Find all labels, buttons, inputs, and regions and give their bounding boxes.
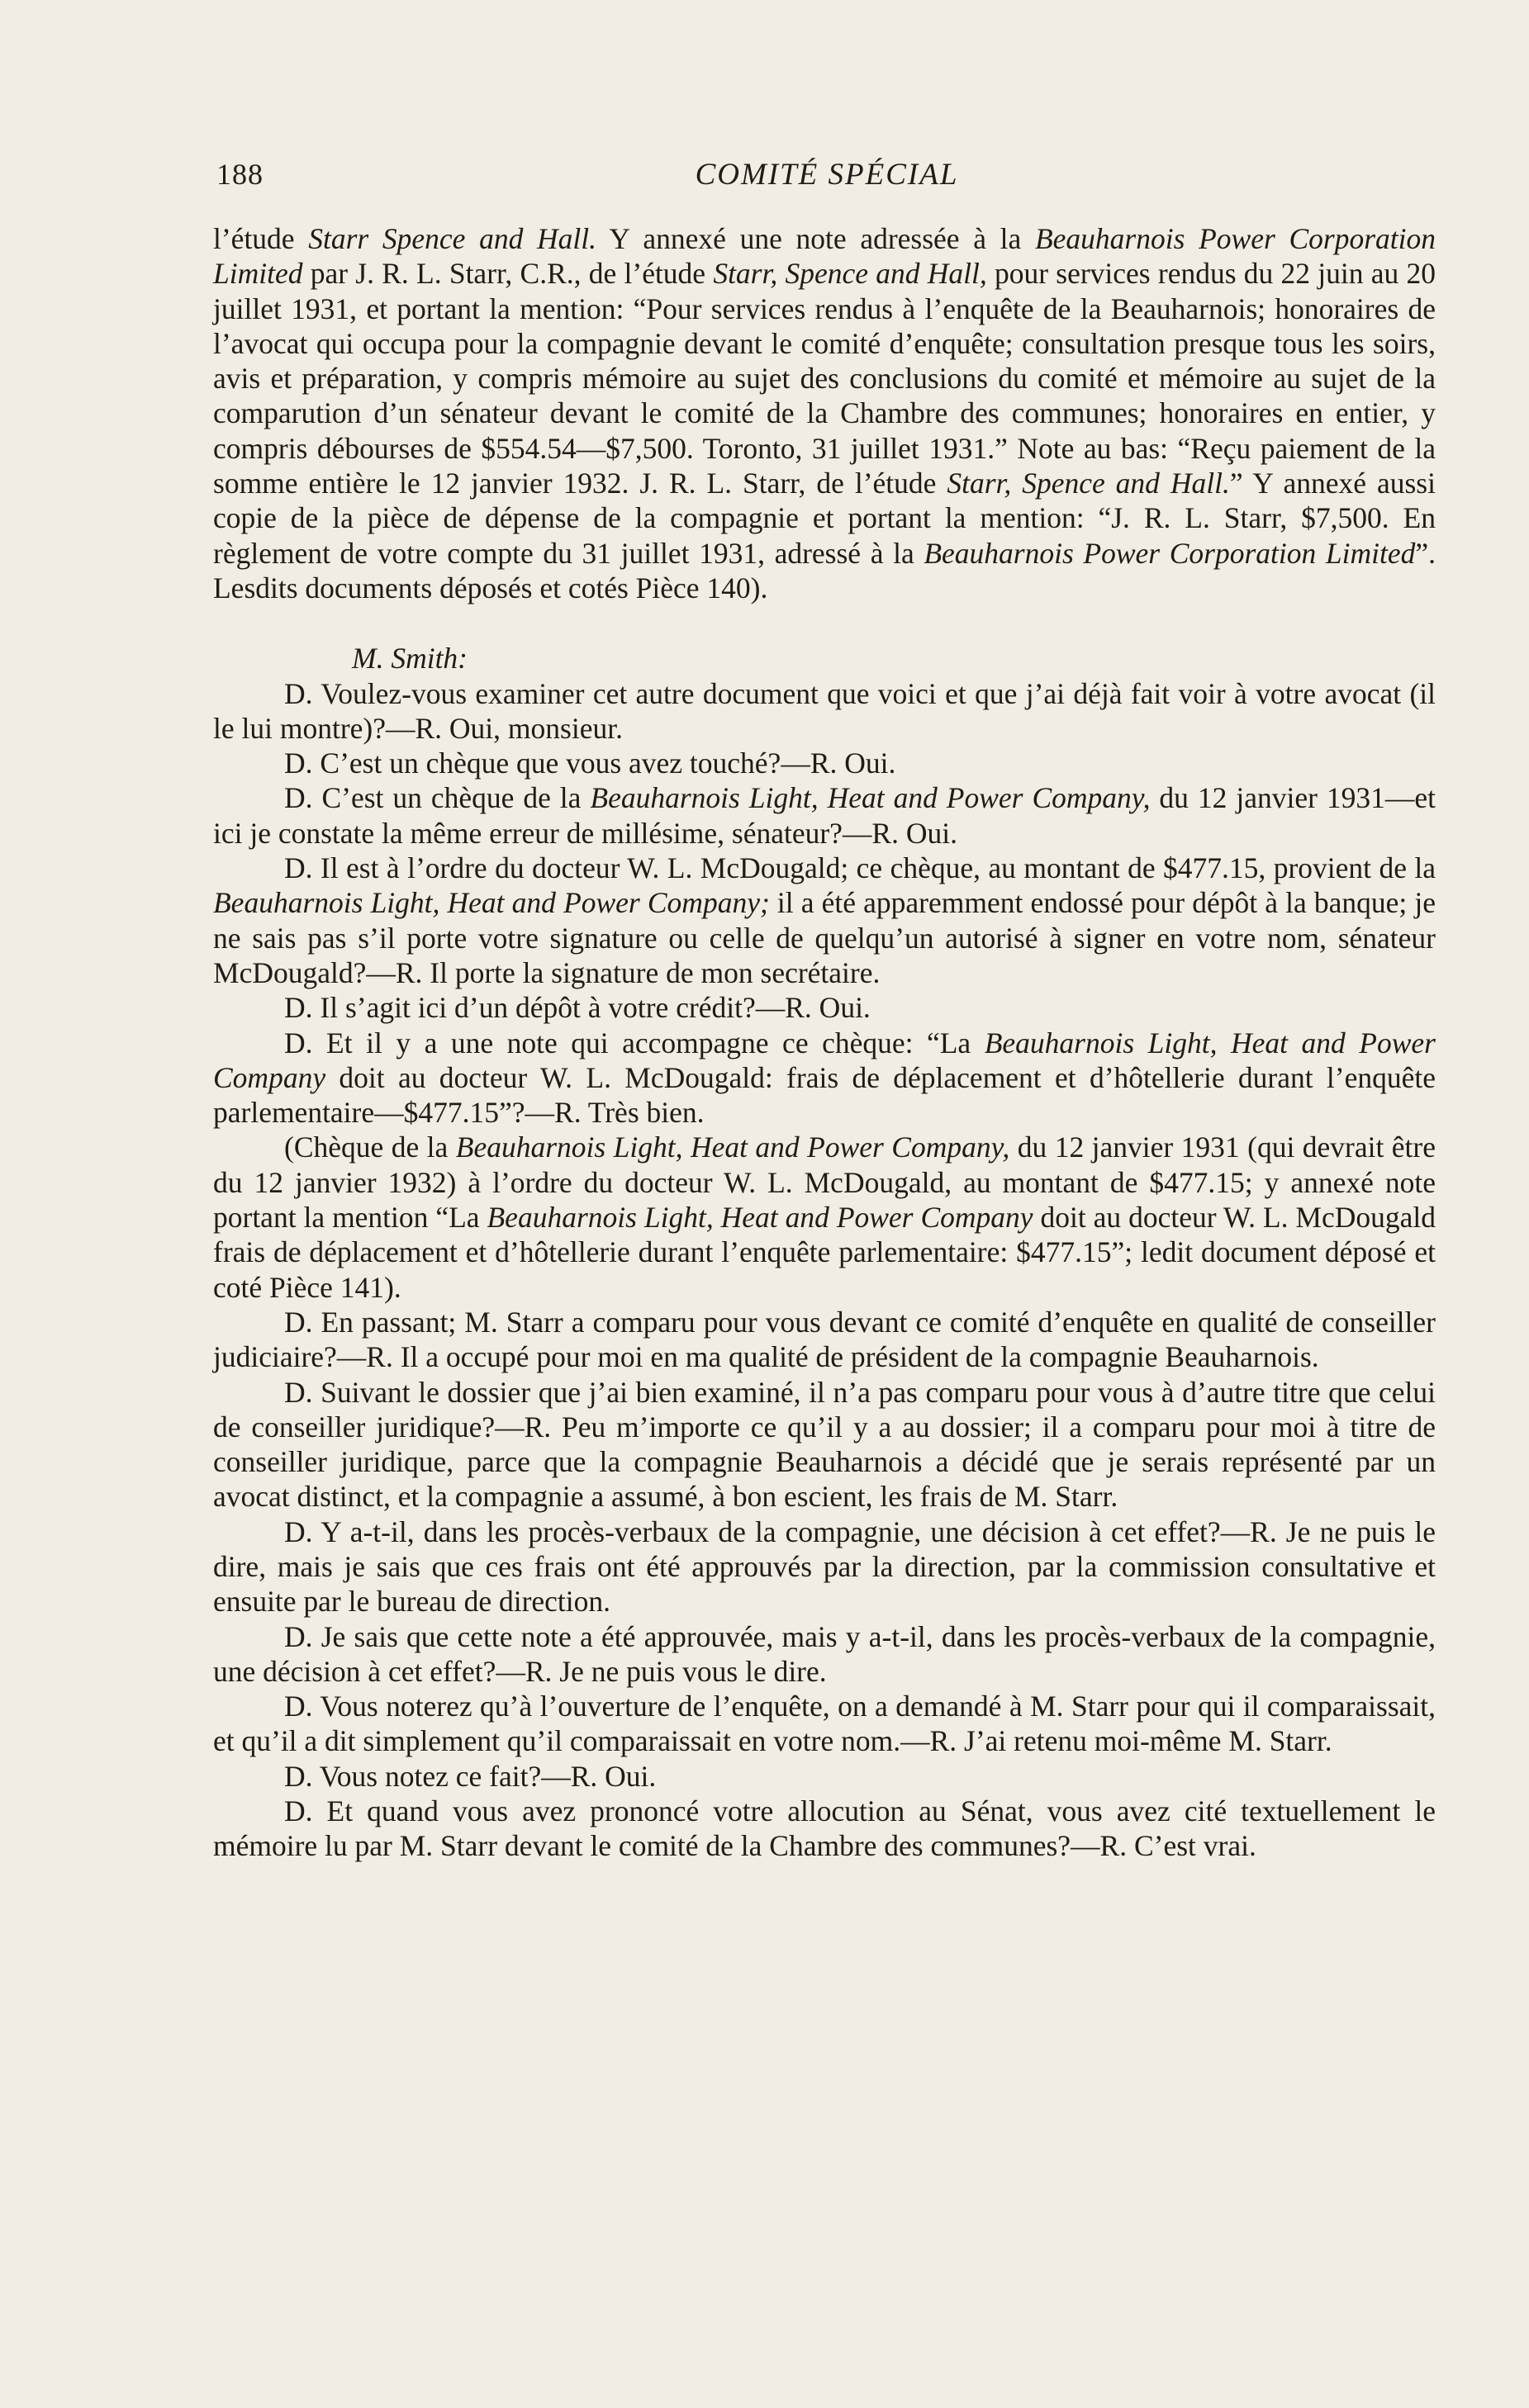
paragraph [213,1689,1436,1759]
text-segment: doit au docteur W. L. McDougald frais de déplacement et d’hôtellerie durant l’enquête parlementaire: $477.15”; ledit document déposé et coté Pièce 141). [213,1201,1436,1304]
paragraph [213,990,1436,1025]
paragraph [213,780,1436,851]
italic-text: Beauharnois Light, Heat and Power Company, [590,781,1151,815]
text-segment: D. Je sais que cette note a été approuvée, mais y a-t-il, dans les procès-verbaux de la compagnie, une décision à cet effet?—R. Je ne puis vous le dire. [213,1619,1436,1688]
text-segment: ”. Lesdits documents déposés et cotés Pièce 140). [213,536,1436,604]
text-segment: D. Suivant le dossier que j’ai bien examiné, il n’a pas comparu pour vous à d’autre titre que celui de conseiller juridique?—R. Peu m’importe ce qu’il y a au dossier; il a comparu pour moi à titre de conseiller juridique, parce que la compagnie Beauharnois a décidé que je serais représenté par un avocat distinct, et la compagnie a assumé, à bon escient, les frais de M. Starr. [213,1375,1436,1514]
paragraph [213,1130,1436,1304]
text-segment: D. Et il y a une note qui accompagne ce chèque: “La [284,1026,985,1059]
paragraph [213,1759,1436,1794]
page-number: 188 [216,158,264,191]
text-segment: il a été apparemment endossé pour dépôt à la banque; je ne sais pas s’il porte votre signature ou celle de quelqu’un autorisé à signer en votre nom, sénateur McDougald?—R. Il porte la signature de mon secrétaire. [213,886,1436,989]
text-segment: D. Vous notez ce fait?—R. Oui. [284,1759,657,1793]
paragraph [213,746,1436,780]
speaker-label [213,641,1436,675]
text-segment: D. C’est un chèque que vous avez touché?—R. Oui. [284,747,896,780]
paragraph [213,1619,1436,1690]
paragraph [213,221,1436,605]
text-segment: pour services rendus du 22 juin au 20 juillet 1931, et portant la mention: “Pour services rendus à l’enquête de la Beauharnois; honoraires de l’avocat qui occupa pour la compagnie devant le comité d’enquête; consultation presque tous les soirs, avis et préparation, y compris mémoire au sujet des conclusions du comité et mémoire au sujet de la comparution d’un sénateur devant le comité de la Chambre des communes; honoraires en entier, y compris débourses de $554.54—$7,500. Toronto, 31 juillet 1931.” Note au bas: “Reçu paiement de la somme entière le 12 janvier 1932. J. R. L. Starr, de l’étude [213,257,1436,500]
italic-text: Starr, Spence and Hall, [713,257,987,291]
italic-text: Beauharnois Light, Heat and Power Company; [213,886,770,920]
text-segment: (Chèque de la [284,1131,456,1164]
text-segment: D. Il est à l’ordre du docteur W. L. McDougald; ce chèque, au montant de $477.15, provient de la [284,851,1436,885]
italic-text: Beauharnois Light, Heat and Power Company [487,1201,1033,1235]
italic-text: Beauharnois Power Corporation Limited [213,222,1436,291]
text-segment: D. Et quand vous avez prononcé votre allocution au Sénat, vous avez cité textuellement le mémoire lu par M. Starr devant le comité de la Chambre des communes?—R. C’est vrai. [213,1794,1436,1863]
text-segment: ” Y annexé aussi copie de la pièce de dépense de la compagnie et portant la mention: “J. R. L. Starr, $7,500. En règlement de votre compte du 31 juillet 1931, adressé à la [213,467,1436,570]
text-segment: l’étude [213,222,309,255]
paragraph [213,851,1436,990]
paragraph [213,1375,1436,1514]
page-header [216,157,1437,198]
paragraph [213,676,1436,747]
text-segment: par J. R. L. Starr, C.R., de l’étude [302,257,714,291]
text-segment: D. Vous noterez qu’à l’ouverture de l’enquête, on a demandé à M. Starr pour qui il comparaissait, et qu’il a dit simplement qu’il comparaissait en votre nom.—R. J’ai retenu moi-même M. Starr. [213,1690,1436,1758]
running-head: COMITÉ SPÉCIAL [695,158,959,192]
text-segment: doit au docteur W. L. McDougald: frais de déplacement et d’hôtellerie durant l’enquête parlementaire—$477.15”?—R. Très bien. [213,1060,1436,1130]
text-segment: Y annexé une note adressée à la [596,222,1035,255]
text-segment: D. C’est un chèque de la [284,781,591,815]
text-segment: M. Smith: [352,642,468,675]
paragraph [213,1026,1436,1131]
italic-text: Starr Spence and Hall. [308,222,597,255]
paragraph [213,1794,1436,1864]
text-segment: du 12 janvier 1931—et ici je constate la même erreur de millésime, sénateur?—R. Oui. [213,781,1436,850]
italic-text: Beauharnois Light, Heat and Power Company [213,1026,1436,1094]
italic-text: Beauharnois Power Corporation Limited [924,536,1416,570]
text-segment: du 12 janvier 1931 (qui devrait être du 12 janvier 1932) à l’ordre du docteur W. L. McDougald, au montant de $477.15; y annexé note portant la mention “La [213,1131,1436,1235]
paragraph [213,1305,1436,1375]
italic-text: Beauharnois Light, Heat and Power Company, [455,1131,1010,1164]
text-segment: D. Voulez-vous examiner cet autre document que voici et que j’ai déjà fait voir à votre avocat (il le lui montre)?—R. Oui, monsieur. [213,676,1436,745]
text-segment: D. Il s’agit ici d’un dépôt à votre crédit?—R. Oui. [284,991,871,1025]
italic-text: Starr, Spence and Hall. [947,467,1230,500]
body-text [213,221,1436,1864]
paragraph [213,1514,1436,1619]
text-segment: D. Y a-t-il, dans les procès-verbaux de la compagnie, une décision à cet effet?—R. Je ne puis le dire, mais je sais que ces frais ont été approuvés par la direction, par la commission consultative et ensuite par le bureau de direction. [213,1514,1436,1619]
text-segment: D. En passant; M. Starr a comparu pour vous devant ce comité d’enquête en qualité de conseiller judiciaire?—R. Il a occupé pour moi en ma qualité de président de la compagnie Beauharnois. [213,1305,1436,1374]
